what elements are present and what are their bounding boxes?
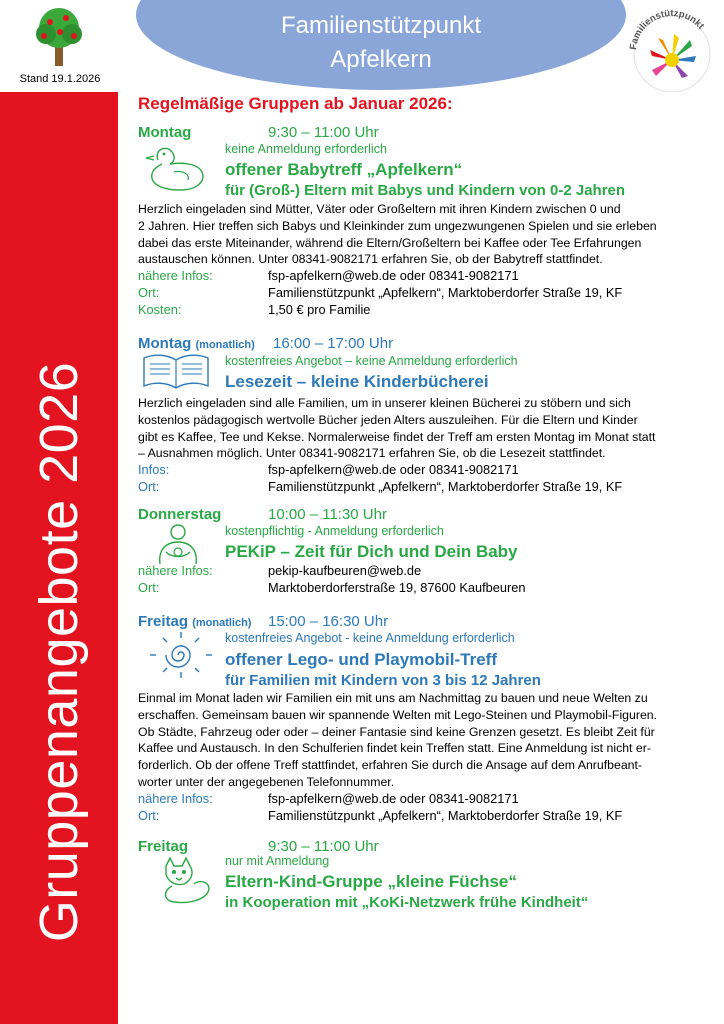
logo-text: Familienstützpunkt xyxy=(628,8,707,51)
group-day: Montag xyxy=(138,124,192,141)
duck-icon xyxy=(140,142,210,194)
group-day: Freitag xyxy=(138,838,189,855)
group-title: Lesezeit – kleine Kinderbücherei xyxy=(225,372,489,391)
info-label: nähere Infos: xyxy=(138,791,213,806)
group-title: offener Babytreff „Apfelkern“ xyxy=(225,160,463,179)
stand-date: Stand 19.1.2026 xyxy=(19,73,101,85)
group-title: offener Lego- und Playmobil-Treff xyxy=(225,650,498,669)
info-value: fsp-apfelkern@web.de oder 08341-9082171 xyxy=(268,268,519,283)
group-subtitle: für (Groß-) Eltern mit Babys und Kindern von 0-2 Jahren xyxy=(225,182,626,199)
book-icon xyxy=(140,352,212,392)
info-value: Familienstützpunkt „Apfelkern“, Marktoberdorfer Straße 19, KF xyxy=(268,479,623,494)
info-label: Kosten: xyxy=(138,302,182,317)
group-subtitle: für Familien mit Kindern von 3 bis 12 Jahren xyxy=(225,672,541,689)
group-note: kostenfreies Angebot - keine Anmeldung erforderlich xyxy=(225,631,515,645)
info-value: Familienstützpunkt „Apfelkern“, Marktoberdorfer Straße 19, KF xyxy=(268,285,623,300)
group-note: keine Anmeldung erforderlich xyxy=(225,142,387,156)
group-time: 10:00 – 11:30 Uhr xyxy=(268,506,387,523)
info-value: pekip-kaufbeuren@web.de xyxy=(268,563,422,578)
fox-icon xyxy=(154,856,214,906)
parent-baby-icon xyxy=(150,522,206,566)
group-title: PEKiP – Zeit für Dich und Dein Baby xyxy=(225,542,518,561)
info-label: Ort: xyxy=(138,808,160,823)
group-title: Eltern-Kind-Gruppe „kleine Füchse“ xyxy=(225,872,517,891)
sidebar-title: Gruppenangebote 2026 xyxy=(29,361,89,943)
info-value: fsp-apfelkern@web.de oder 08341-9082171 xyxy=(268,462,519,477)
group-time: 9:30 – 11:00 Uhr xyxy=(268,124,379,141)
info-label: nähere Infos: xyxy=(138,268,213,283)
sun-spiral-icon xyxy=(148,630,214,680)
group-subtitle: in Kooperation mit „KoKi-Netzwerk frühe Kindheit“ xyxy=(225,894,589,911)
info-value: 1,50 € pro Familie xyxy=(268,302,371,317)
info-label: Ort: xyxy=(138,285,160,300)
group-note: kostenpflichtig - Anmeldung erforderlich xyxy=(225,524,444,538)
info-value: fsp-apfelkern@web.de oder 08341-9082171 xyxy=(268,791,519,806)
group-time: 9:30 – 11:00 Uhr xyxy=(268,838,379,855)
page-headline: Regelmäßige Gruppen ab Januar 2026: xyxy=(138,94,453,113)
sidebar xyxy=(0,92,118,1024)
group-description: Herzlich eingeladen sind alle Familien, um in unserer kleinen Bücherei zu stöbern und sich kostenlos pädagogisch wertvolle Bücher jeden Alters auszuleihen. Für die Eltern und Kinder gibt es Kaffee, Tee und Kekse. Normalerweise findet der Treff am ersten Montag im Monat statt – Ausnahmen möglich. Unter 08341-9082171 erfahren Sie, ob die Lesezeit stattfindet. xyxy=(138,396,656,461)
group-day: Donnerstag xyxy=(138,506,222,523)
info-label: Infos: xyxy=(138,462,170,477)
group-time: 15:00 – 16:30 Uhr xyxy=(268,613,389,630)
header-title-line1: Familienstützpunkt xyxy=(280,12,482,39)
info-value: Familienstützpunkt „Apfelkern“, Marktoberdorfer Straße 19, KF xyxy=(268,808,623,823)
group-time: 16:00 – 17:00 Uhr xyxy=(273,335,394,352)
info-label: Ort: xyxy=(138,479,160,494)
group-description: Herzlich eingeladen sind Mütter, Väter oder Großeltern mit ihren Kindern zwischen 0 und 2 Jahren. Hier treffen sich Babys und Kleinkinder zum ungezwungenen Spielen und sie erleben dabei das erste Miteinander, während die Eltern/Großeltern bei Kaffee oder Tee Erfahrungen austauschen können. Unter 08341-9082171 erfahren Sie, ob der Babytreff stattfindet. xyxy=(138,202,657,267)
apple-tree-icon xyxy=(30,6,88,68)
info-label: nähere Infos: xyxy=(138,563,213,578)
group-description: Einmal im Monat laden wir Familien ein mit uns am Nachmittag zu bauen und neue Welten zu erschaffen. Gemeinsam bauen wir spannende Welten mit Lego-Steinen und Playmobil-Figuren. Ob Städte, Fahrzeug oder oder – deiner Fantasie sind keine Grenzen gesetzt. Es bleibt Zeit für Kaffee und Austausch. In den Schulferien findet kein Treffen statt. Eine Anmeldung ist nicht er- forderlich. Ob der offene Treff stattfindet, erfahren Sie durch die Ansage auf dem Anrufbeant- worter unter der angegebenen Telefonnummer. xyxy=(138,691,658,789)
group-note: kostenfreies Angebot – keine Anmeldung erforderlich xyxy=(225,354,518,368)
info-label: Ort: xyxy=(138,580,160,595)
info-value: Marktoberdorferstraße 19, 87600 Kaufbeuren xyxy=(268,580,526,595)
group-note: nur mit Anmeldung xyxy=(225,854,330,868)
header-title-line2: Apfelkern xyxy=(330,46,432,73)
group-day: Freitag (monatlich) xyxy=(138,613,252,630)
familienstuetzpunkt-logo xyxy=(626,8,718,92)
group-day: Montag (monatlich) xyxy=(138,335,255,352)
